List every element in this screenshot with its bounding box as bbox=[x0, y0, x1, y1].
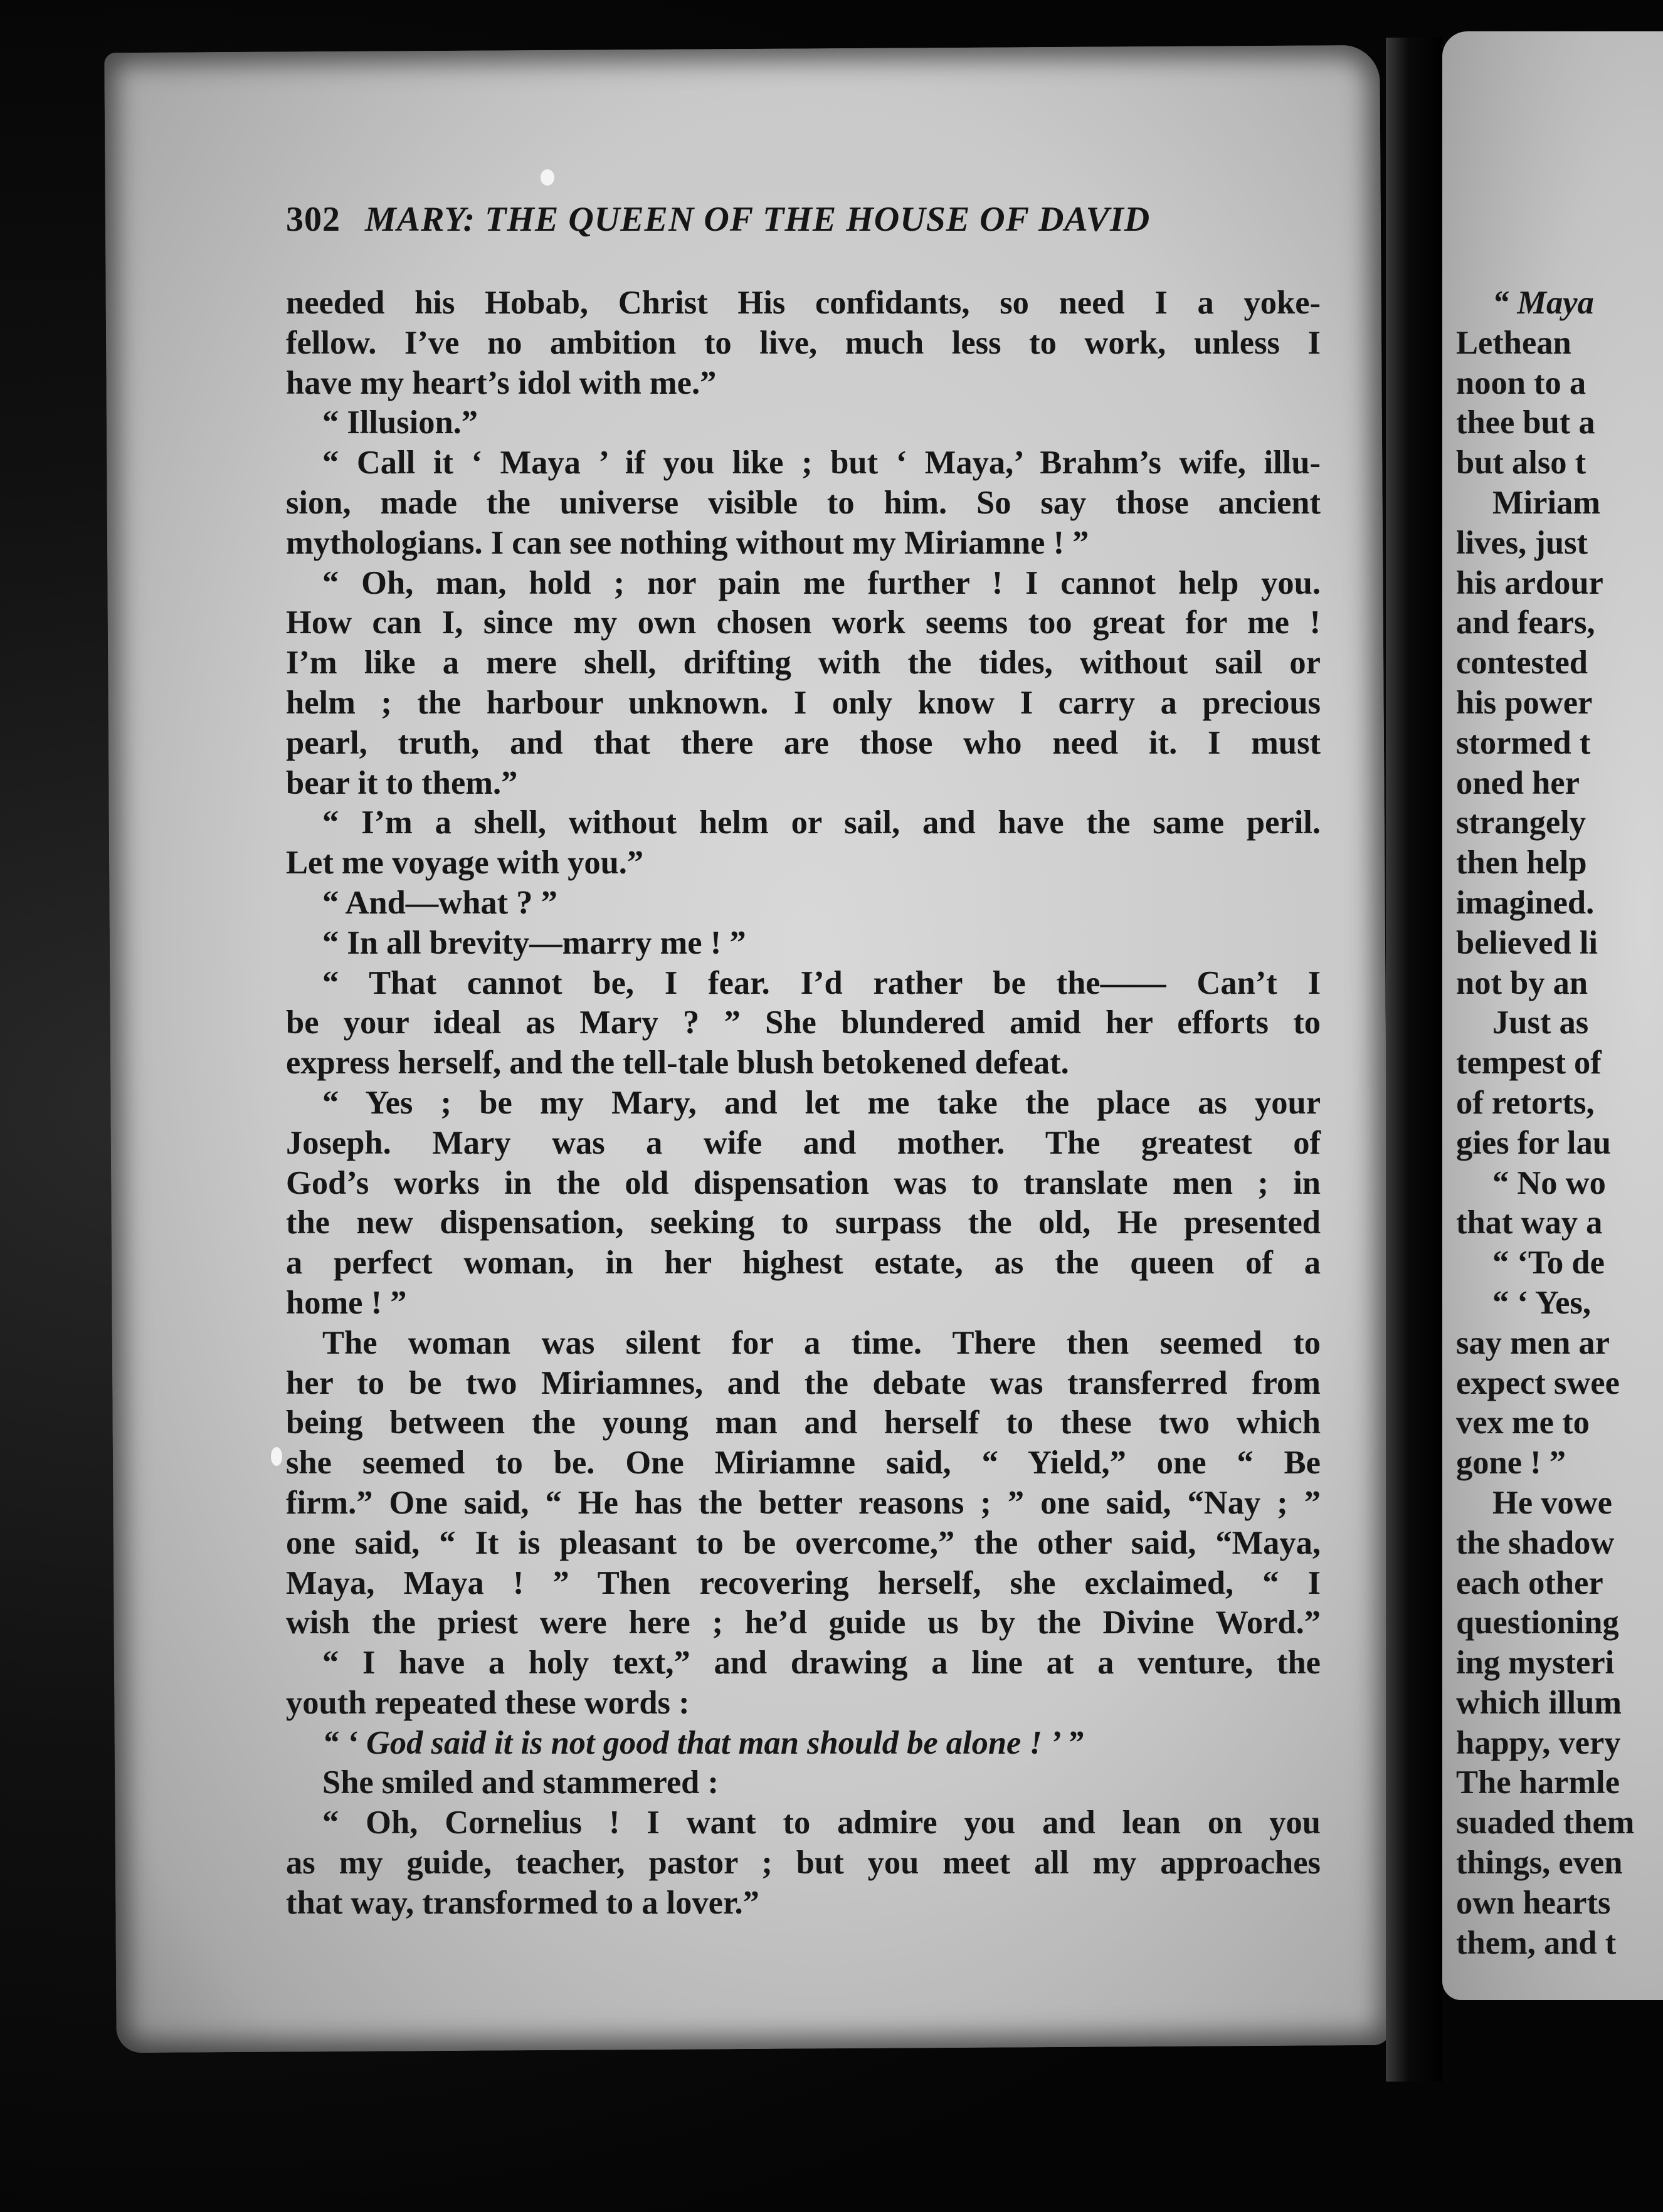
text-line: which illum bbox=[1456, 1684, 1622, 1721]
text-line: The harmle bbox=[1456, 1764, 1620, 1801]
text-line: be your ideal as Mary ? ” She blundered amid her efforts to bbox=[286, 1004, 1321, 1041]
text-line: imagined. bbox=[1456, 884, 1595, 921]
text-line: “ In all brevity—marry me ! ” bbox=[322, 924, 746, 961]
text-line: noon to a bbox=[1456, 364, 1586, 401]
text-line: lives, just bbox=[1456, 524, 1588, 561]
text-line: and fears, bbox=[1456, 604, 1595, 641]
text-line: Lethean bbox=[1456, 324, 1571, 361]
text-line: wish the priest were here ; he’d guide us by the Divine Word.” bbox=[286, 1604, 1321, 1641]
text-line: He vowe bbox=[1492, 1484, 1612, 1521]
text-line: her to be two Miriamnes, and the debate was transferred from bbox=[286, 1364, 1321, 1401]
text-line: questioning bbox=[1456, 1604, 1619, 1641]
text-line: but also t bbox=[1456, 445, 1586, 482]
scan-speck bbox=[271, 1447, 282, 1466]
text-line: “ Oh, man, hold ; nor pain me further ! I cannot help you. bbox=[322, 564, 1321, 601]
text-line: “ Call it ‘ Maya ’ if you like ; but ‘ Maya,’ Brahm’s wife, illu- bbox=[322, 445, 1321, 482]
text-line: she seemed to be. One Miriamne said, “ Yield,” one “ Be bbox=[286, 1445, 1321, 1482]
text-line: The woman was silent for a time. There then seemed to bbox=[322, 1324, 1321, 1361]
text-line: firm.” One said, “ He has the better reasons ; ” one said, “Nay ; ” bbox=[286, 1484, 1321, 1521]
text-line: fellow. I’ve no ambition to live, much less to work, unless I bbox=[286, 324, 1321, 361]
text-line: “ I’m a shell, without helm or sail, and have the same peril. bbox=[322, 804, 1321, 841]
main-text-block bbox=[286, 283, 1321, 1924]
text-line: oned her bbox=[1456, 764, 1580, 801]
book-gutter bbox=[1386, 38, 1442, 2082]
text-line: the shadow bbox=[1456, 1524, 1615, 1561]
text-line: “ ‘To de bbox=[1492, 1245, 1605, 1282]
text-line: “ ‘ God said it is not good that man should be alone ! ’ ” bbox=[322, 1724, 1084, 1761]
text-line: the new dispensation, seeking to surpass the old, He presented bbox=[286, 1204, 1321, 1241]
text-line: things, even bbox=[1456, 1845, 1623, 1882]
text-line: happy, very bbox=[1456, 1724, 1621, 1761]
text-line: contested bbox=[1456, 645, 1588, 682]
text-line: “ Maya bbox=[1492, 285, 1594, 321]
scan-speck bbox=[541, 169, 554, 186]
text-line: “ No wo bbox=[1492, 1164, 1606, 1201]
text-line: own hearts bbox=[1456, 1884, 1611, 1921]
text-line: Miriam bbox=[1492, 484, 1601, 521]
text-line: God’s works in the old dispensation was to translate men ; in bbox=[286, 1164, 1321, 1201]
text-line: needed his Hobab, Christ His confidants, so need I a yoke- bbox=[286, 285, 1321, 321]
text-line: “ ‘ Yes, bbox=[1492, 1284, 1591, 1321]
text-line: ing mysteri bbox=[1456, 1645, 1615, 1682]
text-line: one said, “ It is pleasant to be overcome,” the other said, “Maya, bbox=[286, 1524, 1321, 1561]
text-line: youth repeated these words : bbox=[286, 1684, 690, 1721]
text-line: “ And—what ? ” bbox=[322, 884, 557, 921]
text-line: Joseph. Mary was a wife and mother. The greatest of bbox=[286, 1124, 1321, 1161]
text-line: stormed t bbox=[1456, 724, 1591, 761]
text-line: “ Illusion.” bbox=[322, 404, 478, 441]
text-line: express herself, and the tell-tale blush betokened defeat. bbox=[286, 1045, 1069, 1082]
text-line: a perfect woman, in her highest estate, as the queen of a bbox=[286, 1245, 1321, 1282]
text-line: I’m like a mere shell, drifting with the tides, without sail or bbox=[286, 645, 1321, 682]
text-line: that way a bbox=[1456, 1204, 1603, 1241]
text-line: “ Oh, Cornelius ! I want to admire you and lean on you bbox=[322, 1804, 1321, 1841]
text-line: gone ! ” bbox=[1456, 1445, 1566, 1482]
text-line: being between the young man and herself to these two which bbox=[286, 1404, 1321, 1441]
text-line: not by an bbox=[1456, 964, 1588, 1001]
text-line: his power bbox=[1456, 684, 1593, 721]
text-line: say men ar bbox=[1456, 1324, 1610, 1361]
text-line: bear it to them.” bbox=[286, 764, 518, 801]
text-line: “ I have a holy text,” and drawing a line at a venture, the bbox=[322, 1645, 1321, 1682]
text-line: sion, made the universe visible to him. So say those ancient bbox=[286, 484, 1321, 521]
text-line: She smiled and stammered : bbox=[322, 1764, 719, 1801]
text-line: tempest of bbox=[1456, 1045, 1602, 1082]
text-line: of retorts, bbox=[1456, 1084, 1595, 1121]
text-line: strangely bbox=[1456, 804, 1586, 841]
text-line: each other bbox=[1456, 1564, 1603, 1601]
text-line: gies for lau bbox=[1456, 1124, 1611, 1161]
text-line: as my guide, teacher, pastor ; but you meet all my approaches bbox=[286, 1845, 1321, 1882]
text-line: that way, transformed to a lover.” bbox=[286, 1884, 759, 1921]
page-header bbox=[286, 199, 1327, 240]
text-line: mythologians. I can see nothing without my Miriamne ! ” bbox=[286, 524, 1089, 561]
text-line: have my heart’s idol with me.” bbox=[286, 364, 717, 401]
text-line: expect swee bbox=[1456, 1364, 1620, 1401]
text-line: pearl, truth, and that there are those who need it. I must bbox=[286, 724, 1321, 761]
text-line: Let me voyage with you.” bbox=[286, 845, 644, 882]
running-head: MARY: THE QUEEN OF THE HOUSE OF DAVID bbox=[365, 200, 1151, 239]
text-line: vex me to bbox=[1456, 1404, 1590, 1441]
page-number: 302 bbox=[286, 200, 341, 239]
text-line: home ! ” bbox=[286, 1284, 407, 1321]
text-line: suaded them bbox=[1456, 1804, 1635, 1841]
next-page-text-block bbox=[1456, 283, 1663, 1963]
text-line: believed li bbox=[1456, 924, 1598, 961]
text-line: How can I, since my own chosen work seems too great for me ! bbox=[286, 604, 1321, 641]
text-line: his ardour bbox=[1456, 564, 1603, 601]
text-line: then help bbox=[1456, 845, 1587, 882]
text-line: “ That cannot be, I fear. I’d rather be the—— Can’t I bbox=[322, 964, 1321, 1001]
text-line: helm ; the harbour unknown. I only know I carry a precious bbox=[286, 684, 1321, 721]
text-line: Just as bbox=[1492, 1004, 1589, 1041]
text-line: thee but a bbox=[1456, 404, 1595, 441]
text-line: “ Yes ; be my Mary, and let me take the place as your bbox=[322, 1084, 1321, 1121]
text-line: them, and t bbox=[1456, 1924, 1617, 1961]
text-line: Maya, Maya ! ” Then recovering herself, she exclaimed, “ I bbox=[286, 1564, 1321, 1601]
